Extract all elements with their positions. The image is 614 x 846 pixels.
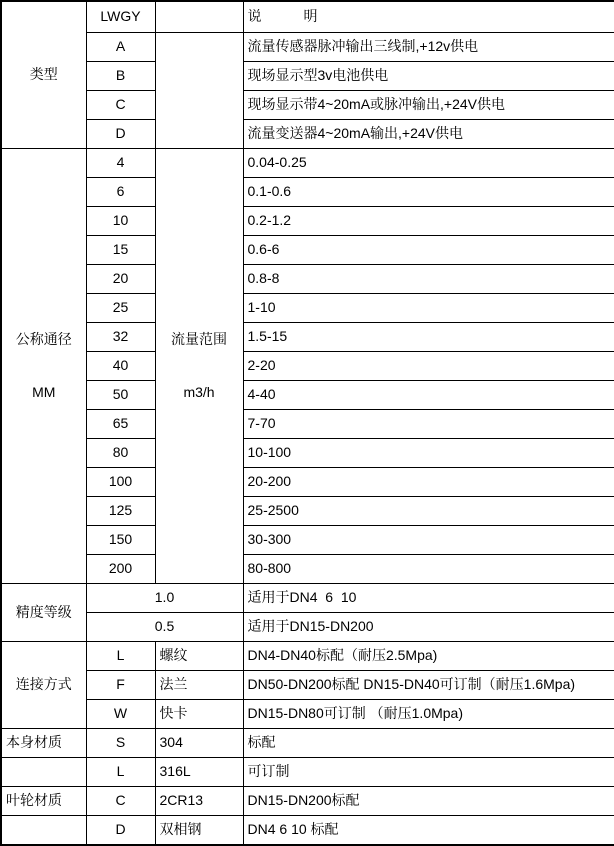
diameter-label-line1: 公称通径	[15, 331, 72, 347]
table-row	[1, 120, 614, 149]
material-name-cell: 双相钢	[155, 816, 243, 846]
table-row	[1, 787, 614, 816]
table-row	[1, 62, 614, 91]
type-desc-cell: 现场显示带4~20mA或脉冲输出,+24V供电	[243, 91, 614, 120]
connection-name-cell: 螺纹	[155, 642, 243, 671]
flow-range-value-cell: 30-300	[243, 526, 614, 555]
table-row	[1, 729, 614, 758]
table-row	[1, 352, 614, 381]
accuracy-label-cell: 精度等级	[1, 584, 86, 642]
material-desc-cell: DN15-DN200标配	[243, 787, 614, 816]
empty-cell	[155, 33, 243, 149]
dn-value-cell: 15	[86, 236, 155, 265]
dn-value-cell: 80	[86, 439, 155, 468]
table-row	[1, 468, 614, 497]
flow-range-value-cell: 0.1-0.6	[243, 178, 614, 207]
table-row	[1, 439, 614, 468]
empty-cell	[155, 1, 243, 33]
flow-range-value-cell: 0.8-8	[243, 265, 614, 294]
material-code-cell: L	[86, 758, 155, 787]
dn-value-cell: 20	[86, 265, 155, 294]
dn-value-cell: 32	[86, 323, 155, 352]
table-row	[1, 381, 614, 410]
connection-code-cell: L	[86, 642, 155, 671]
accuracy-desc-cell: 适用于DN15-DN200	[243, 613, 614, 642]
flow-range-value-cell: 0.6-6	[243, 236, 614, 265]
table-row	[1, 323, 614, 352]
empty-cell	[1, 758, 86, 787]
empty-cell	[1, 816, 86, 846]
material-code-cell: D	[86, 816, 155, 846]
dn-value-cell: 6	[86, 178, 155, 207]
table-row	[1, 178, 614, 207]
type-code-cell: D	[86, 120, 155, 149]
material-desc-cell: 标配	[243, 729, 614, 758]
table-row	[1, 410, 614, 439]
table-row	[1, 265, 614, 294]
dn-value-cell: 50	[86, 381, 155, 410]
table-row	[1, 700, 614, 729]
flow-range-label-line1: 流量范围	[171, 331, 227, 347]
body-material-label-cell: 本身材质	[1, 729, 86, 758]
table-row	[1, 149, 614, 178]
table-row	[1, 294, 614, 323]
material-code-cell: C	[86, 787, 155, 816]
dn-value-cell: 65	[86, 410, 155, 439]
dn-value-cell: 125	[86, 497, 155, 526]
flow-range-value-cell: 80-800	[243, 555, 614, 584]
table-row	[1, 497, 614, 526]
table-row	[1, 207, 614, 236]
connection-code-cell: F	[86, 671, 155, 700]
connection-desc-cell: DN4-DN40标配（耐压2.5Mpa)	[243, 642, 614, 671]
dn-value-cell: 150	[86, 526, 155, 555]
impeller-material-label-cell: 叶轮材质	[1, 787, 86, 816]
material-desc-cell: DN4 6 10 标配	[243, 816, 614, 846]
table-row	[1, 671, 614, 700]
table-row	[1, 526, 614, 555]
model-header-cell: LWGY	[86, 1, 155, 33]
type-code-cell: A	[86, 33, 155, 62]
connection-desc-cell: DN50-DN200标配 DN15-DN40可订制（耐压1.6Mpa)	[243, 671, 614, 700]
flow-range-value-cell: 0.2-1.2	[243, 207, 614, 236]
flow-range-value-cell: 4-40	[243, 381, 614, 410]
table-row	[1, 816, 614, 846]
flow-range-value-cell: 1.5-15	[243, 323, 614, 352]
connection-name-cell: 法兰	[155, 671, 243, 700]
flow-range-value-cell: 20-200	[243, 468, 614, 497]
accuracy-value-cell: 0.5	[86, 613, 243, 642]
table-row	[1, 613, 614, 642]
flow-range-value-cell: 25-2500	[243, 497, 614, 526]
material-code-cell: S	[86, 729, 155, 758]
diameter-label-line2: MM	[32, 383, 56, 400]
type-code-cell: B	[86, 62, 155, 91]
dn-value-cell: 40	[86, 352, 155, 381]
dn-value-cell: 4	[86, 149, 155, 178]
flow-range-value-cell: 10-100	[243, 439, 614, 468]
flow-range-value-cell: 1-10	[243, 294, 614, 323]
accuracy-desc-cell: 适用于DN4 6 10	[243, 584, 614, 613]
dn-value-cell: 200	[86, 555, 155, 584]
type-desc-cell: 流量变送器4~20mA输出,+24V供电	[243, 120, 614, 149]
connection-name-cell: 快卡	[155, 700, 243, 729]
material-name-cell: 316L	[155, 758, 243, 787]
table-row	[1, 236, 614, 265]
material-name-cell: 304	[155, 729, 243, 758]
dn-value-cell: 25	[86, 294, 155, 323]
table-row	[1, 1, 614, 33]
table-row	[1, 33, 614, 62]
flow-range-label-line2: m3/h	[183, 383, 215, 400]
connection-code-cell: W	[86, 700, 155, 729]
table-row	[1, 91, 614, 120]
connection-label-cell: 连接方式	[1, 642, 86, 729]
type-label-cell: 类型	[1, 1, 86, 149]
type-desc-cell: 现场显示型3v电池供电	[243, 62, 614, 91]
material-desc-cell: 可订制	[243, 758, 614, 787]
desc-header-cell: 说 明	[243, 1, 614, 33]
diameter-label-cell	[1, 149, 86, 584]
dn-value-cell: 10	[86, 207, 155, 236]
type-desc-cell: 流量传感器脉冲输出三线制,+12v供电	[243, 33, 614, 62]
material-name-cell: 2CR13	[155, 787, 243, 816]
table-row	[1, 758, 614, 787]
dn-value-cell: 100	[86, 468, 155, 497]
table-row	[1, 555, 614, 584]
flow-range-value-cell: 0.04-0.25	[243, 149, 614, 178]
connection-desc-cell: DN15-DN80可订制 （耐压1.0Mpa)	[243, 700, 614, 729]
flow-range-value-cell: 7-70	[243, 410, 614, 439]
flow-range-label-cell	[155, 149, 243, 584]
table-row	[1, 584, 614, 613]
flow-range-value-cell: 2-20	[243, 352, 614, 381]
accuracy-value-cell: 1.0	[86, 584, 243, 613]
type-code-cell: C	[86, 91, 155, 120]
table-row	[1, 642, 614, 671]
